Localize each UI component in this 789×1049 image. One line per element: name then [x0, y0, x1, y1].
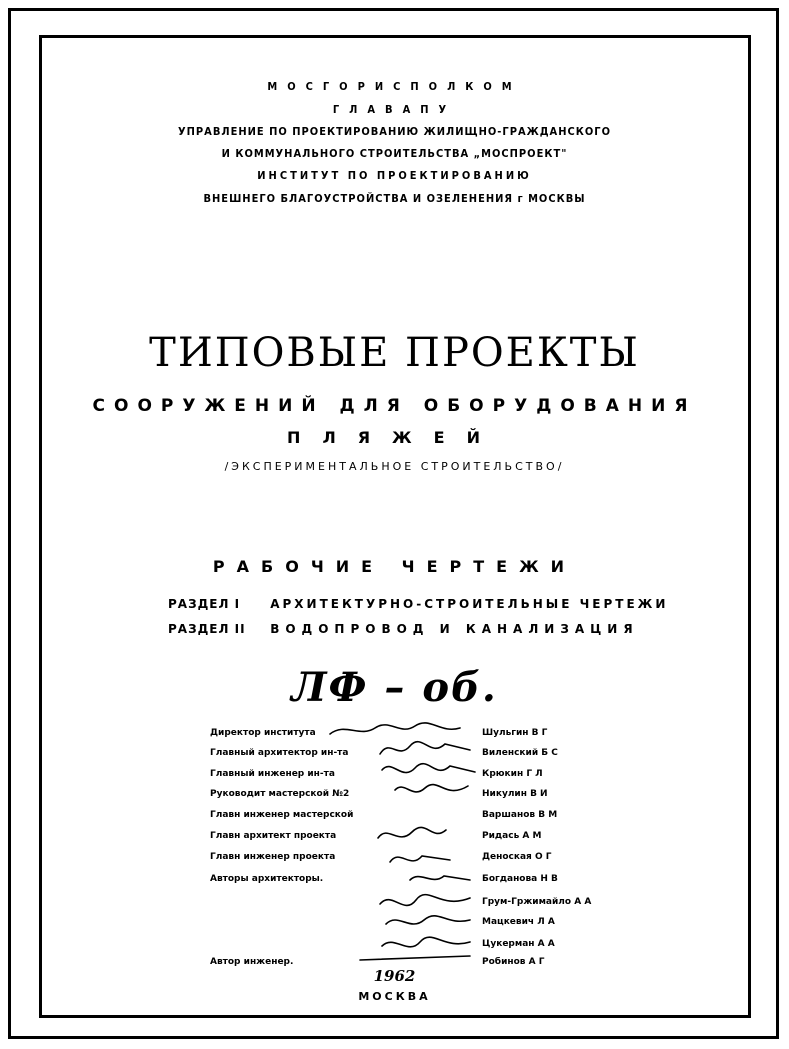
project-code: ЛФ – об.	[291, 664, 498, 711]
org-line-1: МОСГОРИСПОЛКОМ	[267, 80, 522, 93]
section-2-label: РАЗДЕЛ II	[168, 622, 246, 636]
signatory-row	[210, 769, 610, 783]
construction-note: /ЭКСПЕРИМЕНТАЛЬНОЕ СТРОИТЕЛЬСТВО/	[224, 460, 565, 473]
working-drawings-heading: РАБОЧИЕ ЧЕРТЕЖИ	[212, 557, 577, 576]
signatory-row	[210, 810, 610, 824]
section-1	[168, 597, 668, 611]
signatory-name: Шульгин В Г	[482, 728, 548, 738]
main-title: ТИПОВЫЕ ПРОЕКТЫ	[149, 330, 640, 376]
signatory-row	[210, 939, 610, 953]
org-line-4: И КОММУНАЛЬНОГО СТРОИТЕЛЬСТВА „МОСПРОЕКТ"	[221, 147, 568, 160]
signatory-name: Грум-Гржимайло А А	[482, 897, 592, 907]
signatory-role: Главн инженер проекта	[210, 852, 336, 862]
city: МОСКВА	[358, 990, 431, 1003]
org-line-6: ВНЕШНЕГО БЛАГОУСТРОЙСТВА И ОЗЕЛЕНЕНИЯ г МОСКВЫ	[203, 192, 586, 205]
org-line-5: ИНСТИТУТ ПО ПРОЕКТИРОВАНИЮ	[257, 169, 532, 182]
signatory-role: Главн архитект проекта	[210, 831, 337, 841]
org-line-3: УПРАВЛЕНИЕ ПО ПРОЕКТИРОВАНИЮ ЖИЛИЩНО-ГРАЖДАНСКОГО	[178, 125, 611, 138]
signatory-name: Робинов А Г	[482, 957, 545, 967]
signatory-name: Никулин В И	[482, 789, 548, 799]
subtitle-line-1: СООРУЖЕНИЙ ДЛЯ ОБОРУДОВАНИЯ	[92, 396, 697, 416]
signatory-row	[210, 748, 610, 762]
signatory-role: Директор института	[210, 728, 316, 738]
org-line-2: ГЛАВАПУ	[332, 103, 457, 116]
signatory-row	[210, 897, 610, 911]
section-1-label: РАЗДЕЛ I	[168, 597, 241, 611]
signatory-role: Авторы архитекторы.	[210, 874, 324, 884]
signatory-row	[210, 789, 610, 803]
year: 1962	[373, 967, 416, 985]
signatory-name: Виленский Б С	[482, 748, 558, 758]
signatory-name: Мацкевич Л А	[482, 917, 555, 927]
signatory-row	[210, 874, 610, 888]
signatory-role: Главный инженер ин-та	[210, 769, 335, 779]
signatory-row	[210, 917, 610, 931]
signatory-name: Цукерман А А	[482, 939, 555, 949]
section-2-text: ВОДОПРОВОД И КАНАЛИЗАЦИЯ	[270, 622, 639, 636]
signatory-role: Автор инженер.	[210, 957, 294, 967]
section-1-text: АРХИТЕКТУРНО-СТРОИТЕЛЬНЫЕ ЧЕРТЕЖИ	[270, 597, 669, 611]
signatory-name: Деноская О Г	[482, 852, 552, 862]
signatory-row	[210, 831, 610, 845]
signatory-role: Главный архитектор ин-та	[210, 748, 349, 758]
signatory-name: Варшанов В М	[482, 810, 558, 820]
subtitle-line-2: ПЛЯЖЕЙ	[287, 428, 502, 447]
signatory-row	[210, 852, 610, 866]
signatory-name: Крюкин Г Л	[482, 769, 543, 779]
signatory-role: Главн инженер мастерской	[210, 810, 354, 820]
signatory-name: Богданова Н В	[482, 874, 558, 884]
signatory-row	[210, 728, 610, 742]
signatory-role: Руководит мастерской №2	[210, 789, 350, 799]
signatory-name: Ридась А М	[482, 831, 542, 841]
inner-frame	[39, 35, 751, 1018]
section-2	[168, 622, 639, 636]
